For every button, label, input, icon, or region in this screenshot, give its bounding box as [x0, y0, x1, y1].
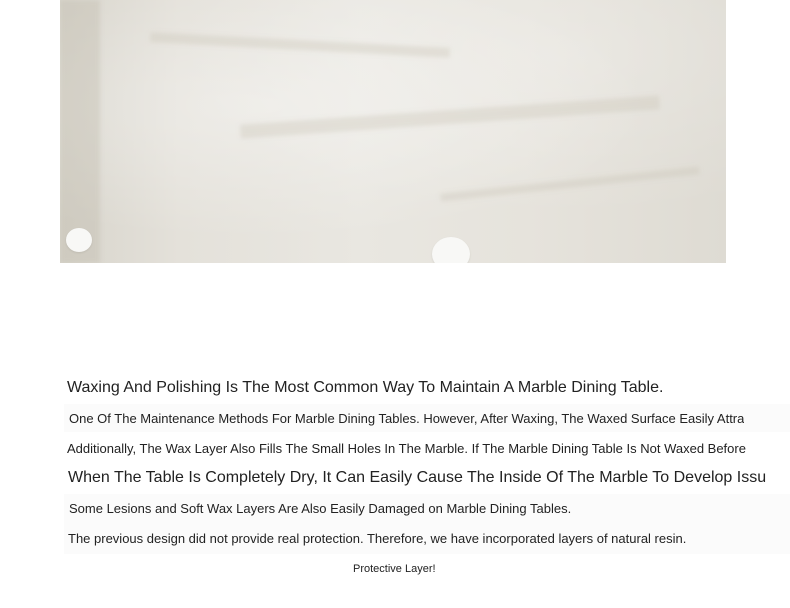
image-caption: Protective Layer! [353, 563, 436, 575]
article-paragraph: Some Lesions and Soft Wax Layers Are Also Easily Damaged on Marble Dining Tables. [69, 501, 572, 516]
article-paragraph: One Of The Maintenance Methods For Marble Dining Tables. However, After Waxing, The Waxed Surface Easily Attra [69, 411, 745, 426]
article-paragraph: The previous design did not provide real protection. Therefore, we have incorporated layers of natural resin. [68, 531, 687, 546]
table-foot-left-icon [66, 228, 92, 252]
article-paragraph: Additionally, The Wax Layer Also Fills The Small Holes In The Marble. If The Marble Dining Table Is Not Waxed Before [67, 441, 746, 456]
article-subheading: When The Table Is Completely Dry, It Can Easily Cause The Inside Of The Marble To Develop Issu [68, 469, 767, 486]
marble-table-image [60, 0, 726, 263]
article-heading: Waxing And Polishing Is The Most Common Way To Maintain A Marble Dining Table. [67, 379, 664, 396]
table-foot-right-icon [432, 237, 470, 263]
